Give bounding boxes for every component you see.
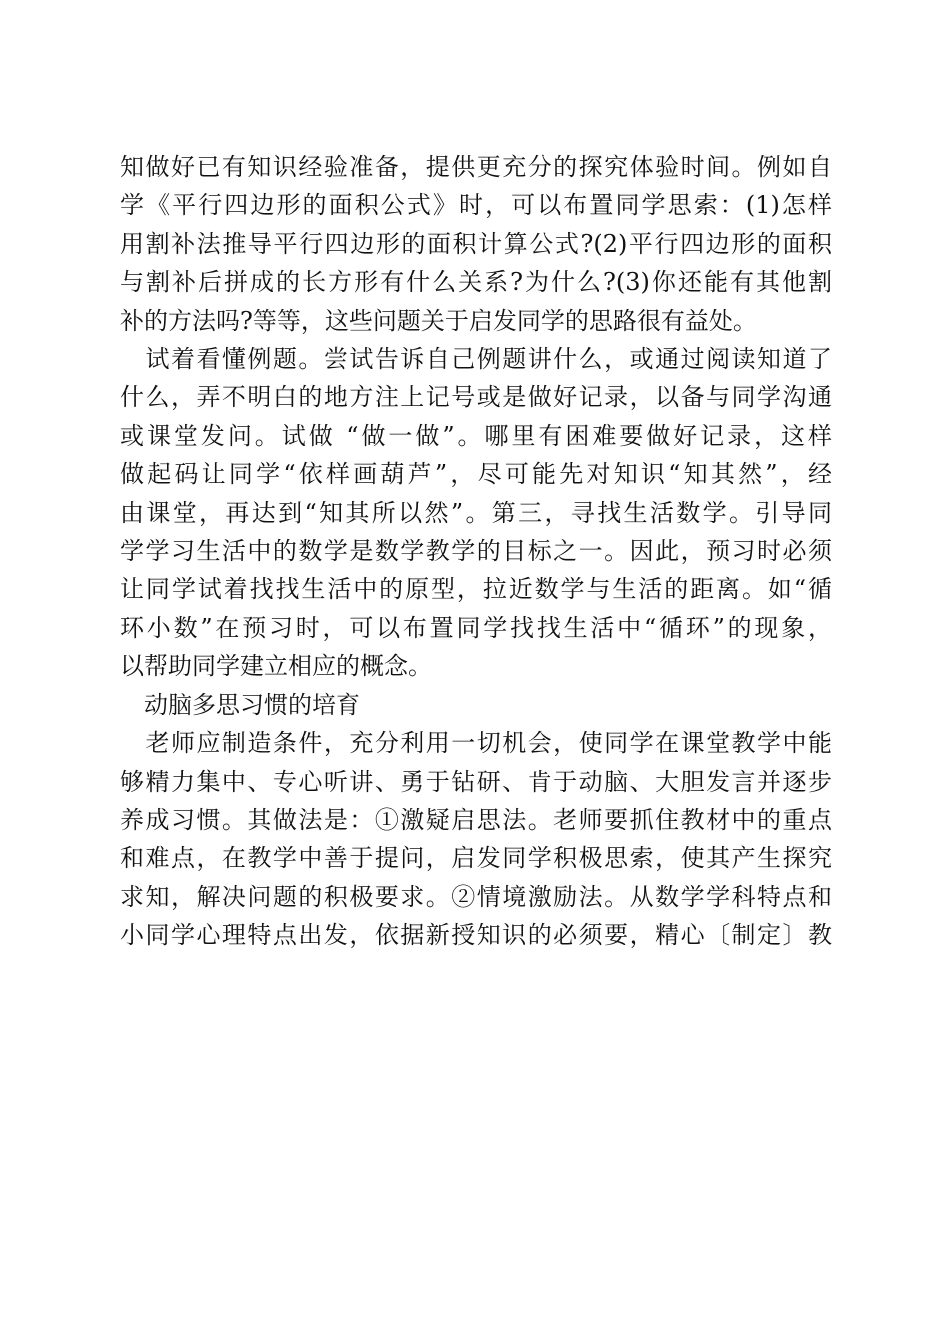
text-line: 用割补法推导平行四边形的面积计算公式?(2)平行四边形的面积 [120,229,832,258]
text-line: 和难点，在教学中善于提问，启发同学积极思索，使其产生探究 [120,844,832,873]
text-line: 做起码让同学“依样画葫芦”，尽可能先对知识“知其然”，经 [120,460,832,489]
text-line: 环小数”在预习时，可以布置同学找找生活中“循环”的现象， [120,613,832,642]
text-line: 或课堂发问。试做 “做一做”。哪里有困难要做好记录，这样 [120,421,832,450]
paragraph-teacher-methods [120,724,832,954]
text-line: 以帮助同学建立相应的概念。 [120,652,432,681]
text-line: 小同学心理特点出发，依据新授知识的必须要，精心〔制定〕教 [120,921,832,950]
section-heading-text: 动脑多思习惯的培育 [120,690,360,719]
text-line: 补的方法吗?等等，这些问题关于启发同学的思路很有益处。 [120,306,757,335]
document-body [120,148,832,955]
text-line: 学学习生活中的数学是数学教学的目标之一。因此，预习时必须 [120,537,832,566]
section-heading [120,686,832,724]
paragraph-read-examples [120,340,832,686]
text-line: 老师应制造条件，充分利用一切机会，使同学在课堂教学中能 [120,729,832,758]
text-line: 学《平行四边形的面积公式》时，可以布置同学思索：(1)怎样 [120,191,832,220]
text-line: 养成习惯。其做法是：①激疑启思法。老师要抓住教材中的重点 [120,805,832,834]
text-line: 试着看懂例题。尝试告诉自己例题讲什么，或通过阅读知道了 [120,345,832,374]
text-line: 知做好已有知识经验准备，提供更充分的探究体验时间。例如自 [120,153,832,181]
text-line: 让同学试着找找生活中的原型，拉近数学与生活的距离。如“循 [120,575,832,604]
text-line: 够精力集中、专心听讲、勇于钻研、肯于动脑、大胆发言并逐步 [120,767,832,796]
text-line: 与割补后拼成的长方形有什么关系?为什么?(3)你还能有其他割 [120,268,832,297]
text-line: 求知，解决问题的积极要求。②情境激励法。从数学学科特点和 [120,882,832,911]
text-line: 由课堂，再达到“知其所以然”。第三，寻找生活数学。引导同 [120,498,832,527]
paragraph-preview-questions [120,148,832,340]
text-line: 什么，弄不明白的地方注上记号或是做好记录，以备与同学沟通 [120,383,832,412]
